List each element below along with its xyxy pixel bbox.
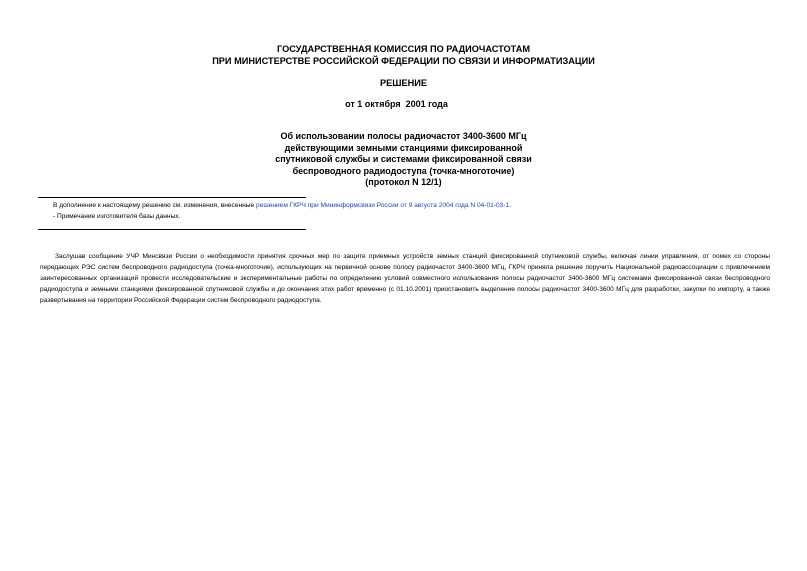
amendment-note <box>53 201 511 210</box>
subject-line-3: спутниковой службы и системами фиксированной связи <box>275 154 532 164</box>
decision-title: РЕШЕНИЕ <box>380 78 427 88</box>
header-line-1: ГОСУДАРСТВЕННАЯ КОМИССИЯ ПО РАДИОЧАСТОТАМ <box>277 44 530 54</box>
amendment-link[interactable]: решением ГКРЧ при Мининформсвязи России от 9 августа 2004 года N 04-01-03-1 <box>256 202 510 209</box>
subject-line-5: (протокол N 12/1) <box>365 177 442 187</box>
subject-line-4: беспроводного радиодоступа (точка-многоточие) <box>292 165 515 176</box>
header-line-2: ПРИ МИНИСТЕРСТВЕ РОССИЙСКОЙ ФЕДЕРАЦИИ ПО СВЯЗИ И ИНФОРМАТИЗАЦИИ <box>212 55 595 66</box>
subject-line-2: действующими земными станциями фиксированной <box>284 142 523 153</box>
amendment-note-prefix: В дополнение к настоящему решению см. изменения, внесенные <box>53 202 257 209</box>
note-top-divider <box>38 197 306 198</box>
document-subject <box>0 131 807 189</box>
body-paragraph: Заслушав сообщение УЧР Минсвязи России о необходимости принятия срочных мер по защите приемных устройств земных станций фиксированной спутниковой службы, включая линии управления, от помех со стороны передающих РЭС систем беспроводного радиодоступа (точка-многоточие), использующих на первичной основе полосу радиочастот 3400-3600 МГц, ГКРЧ приняла решение поручить Национальной радиоассоциации с привлечением заинтересованных организаций провести исследовательские и экспериментальные работы по определению условий совместного использования полосы радиочастот 3400-3600 МГц системами фиксированной связи беспроводного радиодоступа и земными станциями фиксированной спутниковой службы и до окончания этих работ временно (с 01.10.2001) приостановить выделение полосы радиочастот 3400-3600 МГц для разработки, закупки по импорту, а также развертывания на территории Российской Федерации систем беспроводного радиодоступа. <box>40 253 770 304</box>
document-header <box>0 44 807 67</box>
note-bottom-divider <box>38 229 306 230</box>
database-footnote: - Примечание изготовителя базы данных. <box>53 213 181 220</box>
subject-line-1: Об использовании полосы радиочастот 3400-3600 МГц <box>280 131 527 141</box>
amendment-note-suffix: . <box>509 202 512 209</box>
decision-date: от 1 октября 2001 года <box>345 99 448 109</box>
